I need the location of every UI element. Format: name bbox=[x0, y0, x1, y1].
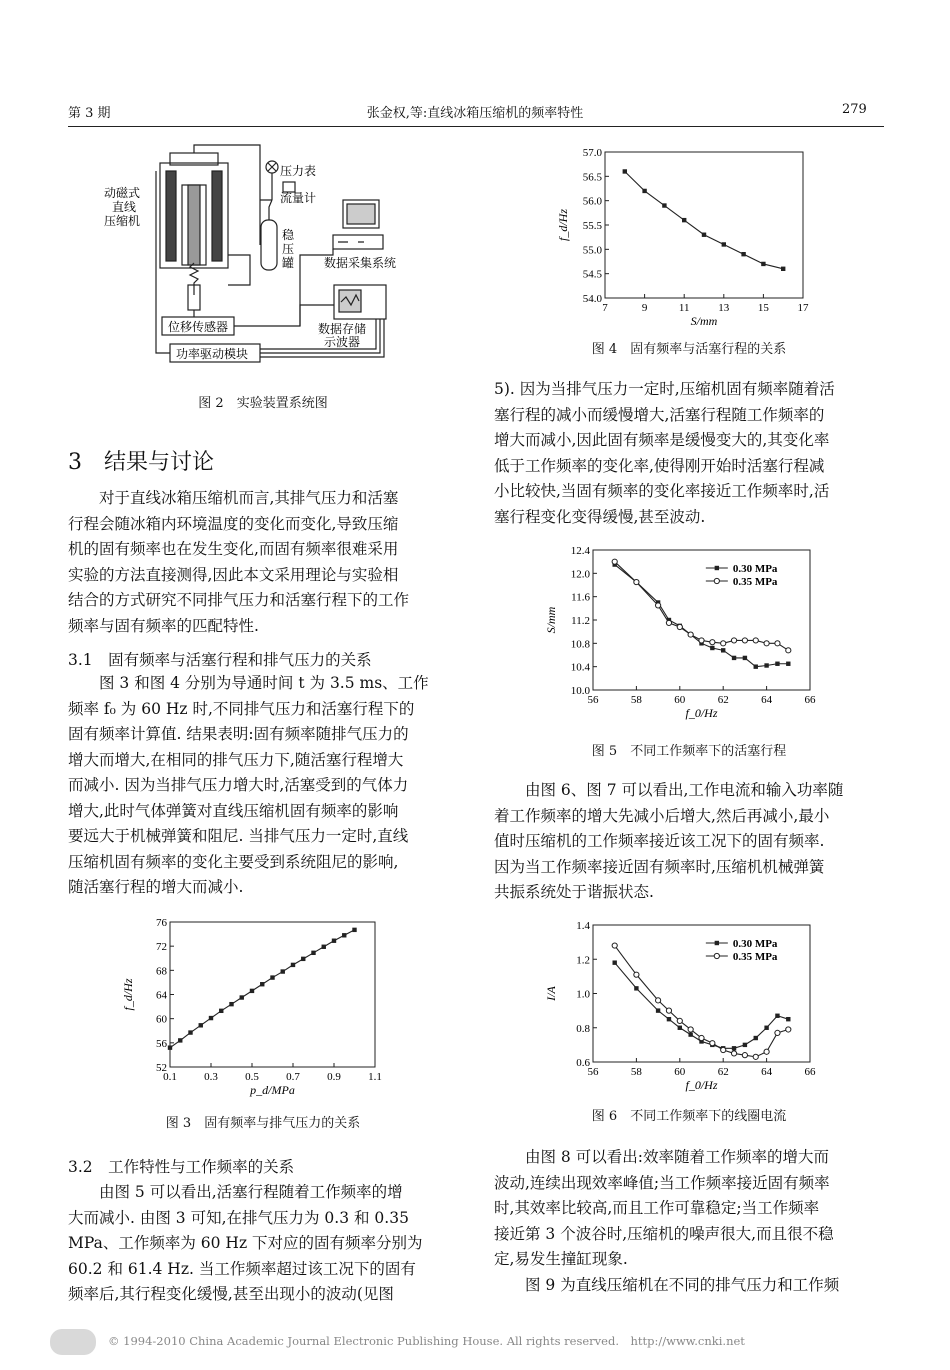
series-line bbox=[625, 171, 783, 268]
x-tick-label: 15 bbox=[757, 302, 769, 314]
data-point bbox=[699, 1035, 704, 1040]
left-paragraph-1: 对于直线冰箱压缩机而言,其排气压力和活塞 行程会随冰箱内环境温度的变化而变化,导致压缩 机的固有频率也在发生变化,而固有频率很难采用 实验的方法直接测得,因此本文采用理论与实验相 结合的方式研究不同排气压力和活塞行程下的工作 频率与固有频率的匹配特性. bbox=[68, 489, 410, 635]
data-point bbox=[775, 641, 780, 646]
x-axis-label: p_d/MPa bbox=[250, 1083, 295, 1097]
data-point bbox=[702, 233, 706, 237]
section-title: 3 结果与讨论 bbox=[68, 450, 214, 475]
y-tick-label: 64 bbox=[156, 989, 167, 1002]
data-point bbox=[260, 982, 264, 986]
legend-label: 0.30 MPa bbox=[732, 938, 778, 950]
y-tick-label: 11.2 bbox=[571, 615, 590, 627]
data-point bbox=[688, 1032, 692, 1036]
y-tick-label: 60 bbox=[156, 1013, 167, 1026]
fig4-caption: 图 4 固有频率与活塞行程的关系 bbox=[591, 342, 787, 357]
y-tick-label: 1.4 bbox=[576, 920, 590, 932]
right-paragraph-1: 5). 因为当排气压力一定时,压缩机固有频率随着活 塞行程的减小而缓慢增大,活塞行程随工作频率的 增大而减小,因此固有频率是缓慢变大的,其变化率 低于工作频率的变化率,使得刚开始时活塞行程减 小比较快,当固有频率的变化率接近工作频率时,活 塞行程变化变得缓慢,甚至波动. bbox=[494, 380, 835, 526]
data-point bbox=[642, 189, 646, 193]
data-point bbox=[786, 648, 791, 653]
x-tick-label: 62 bbox=[717, 694, 729, 706]
y-tick-label: 11.6 bbox=[571, 591, 590, 604]
x-tick-label: 0.1 bbox=[163, 1071, 177, 1083]
data-point bbox=[281, 969, 285, 973]
data-point bbox=[352, 928, 356, 932]
plot-frame bbox=[605, 152, 803, 298]
data-point bbox=[677, 1018, 682, 1023]
data-point bbox=[721, 1047, 726, 1052]
data-point bbox=[613, 960, 617, 964]
data-point bbox=[612, 559, 617, 564]
y-tick-label: 54.5 bbox=[582, 268, 602, 281]
y-axis-label: S/mm bbox=[544, 606, 558, 634]
x-tick-label: 13 bbox=[718, 302, 730, 314]
label-flow-meter: 流量计 bbox=[280, 191, 317, 205]
x-tick-label: 0.5 bbox=[245, 1071, 259, 1083]
label-scope-1: 数据存储 bbox=[318, 322, 367, 336]
data-point bbox=[666, 620, 671, 625]
y-tick-label: 12.0 bbox=[570, 568, 590, 581]
data-point bbox=[229, 1002, 233, 1006]
y-tick-label: 56 bbox=[156, 1037, 167, 1050]
y-tick-label: 55.5 bbox=[582, 220, 602, 232]
data-point bbox=[721, 641, 726, 646]
data-point bbox=[301, 957, 305, 961]
data-point bbox=[322, 945, 326, 949]
data-point bbox=[710, 646, 714, 650]
y-axis-label: f_d/Hz bbox=[556, 208, 570, 242]
subsection-3-2: 3.2 工作特性与工作频率的关系 bbox=[68, 1158, 295, 1176]
data-point bbox=[753, 1054, 758, 1059]
label-driver: 功率驱动模块 bbox=[176, 347, 249, 361]
data-point bbox=[291, 963, 295, 967]
data-point bbox=[656, 603, 661, 608]
data-point bbox=[677, 624, 682, 629]
label-pressure-gauge: 压力表 bbox=[280, 164, 317, 178]
y-axis-label: f_d/Hz bbox=[121, 978, 135, 1011]
label-compressor-3: 压缩机 bbox=[104, 214, 141, 228]
data-point bbox=[666, 1008, 671, 1013]
fig2-caption: 图 2 实验装置系统图 bbox=[198, 396, 328, 411]
right-paragraph-3: 由图 8 可以看出:效率随着工作频率的增大而 波动,连续出现效率峰值;当工作频率接近固有频率 时,其效率比较高,而且工作可靠稳定;当工作频率 接近第 3 个波谷时,压缩机的噪声很大,而且很不稳 定,易发生撞缸现象. 图 9 为直线压缩机在不同的排气压力和工作频 bbox=[494, 1148, 840, 1294]
data-point bbox=[209, 1016, 213, 1020]
y-tick-label: 52 bbox=[156, 1062, 167, 1074]
data-point bbox=[754, 1036, 758, 1040]
right-paragraph-2: 由图 6、图 7 可以看出,工作电流和输入功率随 着工作频率的增大先减小后增大,然后再减小,最小 值时压缩机的工作频率接近该工况下的固有频率. 因为当工作频率接近固有频率时,压缩机机械弹簧 共振系统处于谐振状态. bbox=[494, 781, 844, 901]
header-rule bbox=[68, 126, 884, 127]
data-point bbox=[656, 998, 661, 1003]
y-tick-label: 10.4 bbox=[570, 661, 590, 674]
data-point bbox=[688, 632, 693, 637]
y-tick-label: 0.8 bbox=[576, 1022, 590, 1035]
fig3-caption: 图 3 固有频率与排气压力的关系 bbox=[165, 1116, 361, 1131]
y-tick-label: 56.5 bbox=[582, 171, 602, 184]
data-point bbox=[332, 939, 336, 943]
data-point bbox=[731, 638, 736, 643]
legend-marker bbox=[714, 578, 719, 583]
series-line bbox=[170, 930, 355, 1048]
plot-frame bbox=[170, 922, 375, 1067]
x-tick-label: 66 bbox=[804, 694, 816, 706]
label-sensor: 位移传感器 bbox=[168, 320, 229, 334]
x-tick-label: 56 bbox=[587, 1066, 599, 1078]
y-tick-label: 68 bbox=[156, 965, 167, 978]
data-point bbox=[662, 203, 666, 207]
x-tick-label: 17 bbox=[797, 302, 809, 314]
data-point bbox=[742, 1053, 747, 1058]
x-axis-label: f_0/Hz bbox=[685, 1078, 718, 1092]
data-point bbox=[743, 656, 747, 660]
data-point bbox=[775, 662, 779, 666]
data-point bbox=[699, 638, 704, 643]
data-point bbox=[753, 638, 758, 643]
fig5-caption: 图 5 不同工作频率下的活塞行程 bbox=[591, 744, 787, 759]
y-tick-label: 54.0 bbox=[582, 293, 602, 305]
data-point bbox=[270, 975, 274, 979]
data-point bbox=[742, 638, 747, 643]
data-point bbox=[710, 640, 715, 645]
label-compressor-1: 动磁式 bbox=[104, 186, 141, 200]
legend-marker bbox=[715, 566, 719, 570]
x-tick-label: 60 bbox=[674, 1066, 686, 1078]
y-tick-label: 10.0 bbox=[570, 685, 590, 697]
data-point bbox=[656, 1008, 660, 1012]
data-point bbox=[721, 648, 725, 652]
data-point bbox=[775, 1014, 779, 1018]
data-point bbox=[781, 267, 785, 271]
data-point bbox=[682, 218, 686, 222]
label-daq: 数据采集系统 bbox=[324, 256, 397, 270]
x-tick-label: 0.9 bbox=[327, 1071, 341, 1083]
data-point bbox=[342, 933, 346, 937]
page-number: 279 bbox=[842, 102, 867, 117]
data-point bbox=[667, 1017, 671, 1021]
data-point bbox=[775, 1030, 780, 1035]
legend-label: 0.35 MPa bbox=[732, 951, 778, 963]
fig6-caption: 图 6 不同工作频率下的线圈电流 bbox=[591, 1109, 787, 1124]
data-point bbox=[240, 995, 244, 999]
data-point bbox=[786, 662, 790, 666]
data-point bbox=[732, 1046, 736, 1050]
data-point bbox=[743, 1043, 747, 1047]
running-issue: 第 3 期 bbox=[68, 106, 111, 121]
label-scope-2: 示波器 bbox=[324, 335, 361, 349]
y-tick-label: 56.0 bbox=[582, 195, 602, 208]
data-point bbox=[761, 262, 765, 266]
label-compressor-2: 直线 bbox=[112, 200, 137, 214]
x-tick-label: 60 bbox=[674, 694, 686, 706]
copyright-text: © 1994-2010 China Academic Journal Electronic Publishing House. All rights reserved. http://www.cnki.net bbox=[108, 1334, 745, 1348]
legend-marker bbox=[715, 941, 719, 945]
y-tick-label: 72 bbox=[156, 941, 167, 954]
data-point bbox=[764, 663, 768, 667]
data-point bbox=[623, 169, 627, 173]
y-tick-label: 1.0 bbox=[576, 988, 590, 1001]
x-tick-label: 0.7 bbox=[286, 1071, 300, 1083]
x-tick-label: 64 bbox=[761, 1066, 773, 1078]
data-point bbox=[731, 1051, 736, 1056]
x-axis-label: f_0/Hz bbox=[685, 706, 718, 720]
label-tank-1: 稳 bbox=[282, 228, 295, 242]
data-point bbox=[741, 252, 745, 256]
data-point bbox=[250, 989, 254, 993]
x-tick-label: 62 bbox=[717, 1066, 729, 1078]
data-point bbox=[764, 641, 769, 646]
data-point bbox=[722, 242, 726, 246]
data-point bbox=[764, 1026, 768, 1030]
y-tick-label: 10.8 bbox=[570, 638, 590, 651]
x-tick-label: 64 bbox=[761, 694, 773, 706]
fig3-chart bbox=[121, 912, 390, 1097]
data-point bbox=[786, 1017, 790, 1021]
data-point bbox=[688, 1027, 693, 1032]
fig5-chart bbox=[545, 540, 830, 725]
data-point bbox=[754, 664, 758, 668]
x-tick-label: 11 bbox=[678, 302, 690, 314]
x-tick-label: 66 bbox=[804, 1066, 816, 1078]
y-tick-label: 76 bbox=[156, 917, 167, 929]
x-tick-label: 9 bbox=[641, 302, 648, 314]
data-point bbox=[634, 579, 639, 584]
x-tick-label: 1.1 bbox=[368, 1071, 382, 1083]
data-point bbox=[168, 1045, 172, 1049]
fig4-chart bbox=[545, 142, 825, 328]
data-point bbox=[219, 1009, 223, 1013]
data-point bbox=[678, 1026, 682, 1030]
fig2-schematic bbox=[100, 145, 440, 370]
fig6-chart bbox=[545, 915, 830, 1090]
data-point bbox=[188, 1030, 192, 1034]
data-point bbox=[612, 943, 617, 948]
x-axis-label: S/mm bbox=[690, 314, 718, 328]
y-tick-label: 1.2 bbox=[576, 954, 590, 967]
cnki-logo-icon bbox=[50, 1329, 96, 1355]
x-tick-label: 58 bbox=[630, 1066, 642, 1078]
data-point bbox=[634, 972, 639, 977]
data-point bbox=[764, 1049, 769, 1054]
data-point bbox=[786, 1027, 791, 1032]
data-point bbox=[199, 1023, 203, 1027]
y-tick-label: 55.0 bbox=[582, 244, 602, 257]
left-paragraph-2: 图 3 和图 4 分别为导通时间 t 为 3.5 ms、工作 频率 f₀ 为 60 Hz 时,不同排气压力和活塞行程下的 固有频率计算值. 结果表明:固有频率随排气压力的 增大而增大,在相同的排气压力下,随活塞行程增大 而减小. 因为当排气压力增大时,活塞受到的气体力 增大,此时气体弹簧对直线压缩机固有频率的影响 要远大于机械弹簧和阻尼. 当排气压力一定时,直线 压缩机固有频率的变化主要受到系统阻尼的影响, 随活塞行程的增大而减小. bbox=[68, 674, 429, 896]
y-tick-label: 12.4 bbox=[570, 545, 590, 557]
x-tick-label: 58 bbox=[630, 694, 642, 706]
copyright-footer bbox=[0, 1325, 950, 1370]
y-axis-label: I/A bbox=[544, 986, 558, 1001]
x-tick-label: 0.3 bbox=[204, 1071, 218, 1083]
data-point bbox=[732, 656, 736, 660]
data-point bbox=[311, 951, 315, 955]
legend-marker bbox=[714, 953, 719, 958]
x-tick-label: 7 bbox=[602, 302, 608, 314]
data-point bbox=[710, 1041, 715, 1046]
y-tick-label: 57.0 bbox=[582, 147, 602, 159]
legend-label: 0.30 MPa bbox=[732, 563, 778, 575]
legend-label: 0.35 MPa bbox=[732, 576, 778, 588]
running-title: 张金权,等:直线冰箱压缩机的频率特性 bbox=[366, 106, 584, 121]
left-paragraph-3: 由图 5 可以看出,活塞行程随着工作频率的增 大而减小. 由图 3 可知,在排气压力为 0.3 和 0.35 MPa、工作频率为 60 Hz 下对应的固有频率分别为 60.2 和 61.4 Hz. 当工作频率超过该工况下的固有 频率后,其行程变化缓慢,甚至出现小的波动(见图 bbox=[68, 1183, 423, 1303]
label-tank-2: 压 bbox=[282, 242, 295, 256]
y-tick-label: 0.6 bbox=[576, 1057, 590, 1069]
x-tick-label: 56 bbox=[587, 694, 599, 706]
data-point bbox=[634, 986, 638, 990]
data-point bbox=[178, 1038, 182, 1042]
label-tank-3: 罐 bbox=[282, 256, 295, 270]
subsection-3-1: 3.1 固有频率与活塞行程和排气压力的关系 bbox=[68, 651, 372, 669]
